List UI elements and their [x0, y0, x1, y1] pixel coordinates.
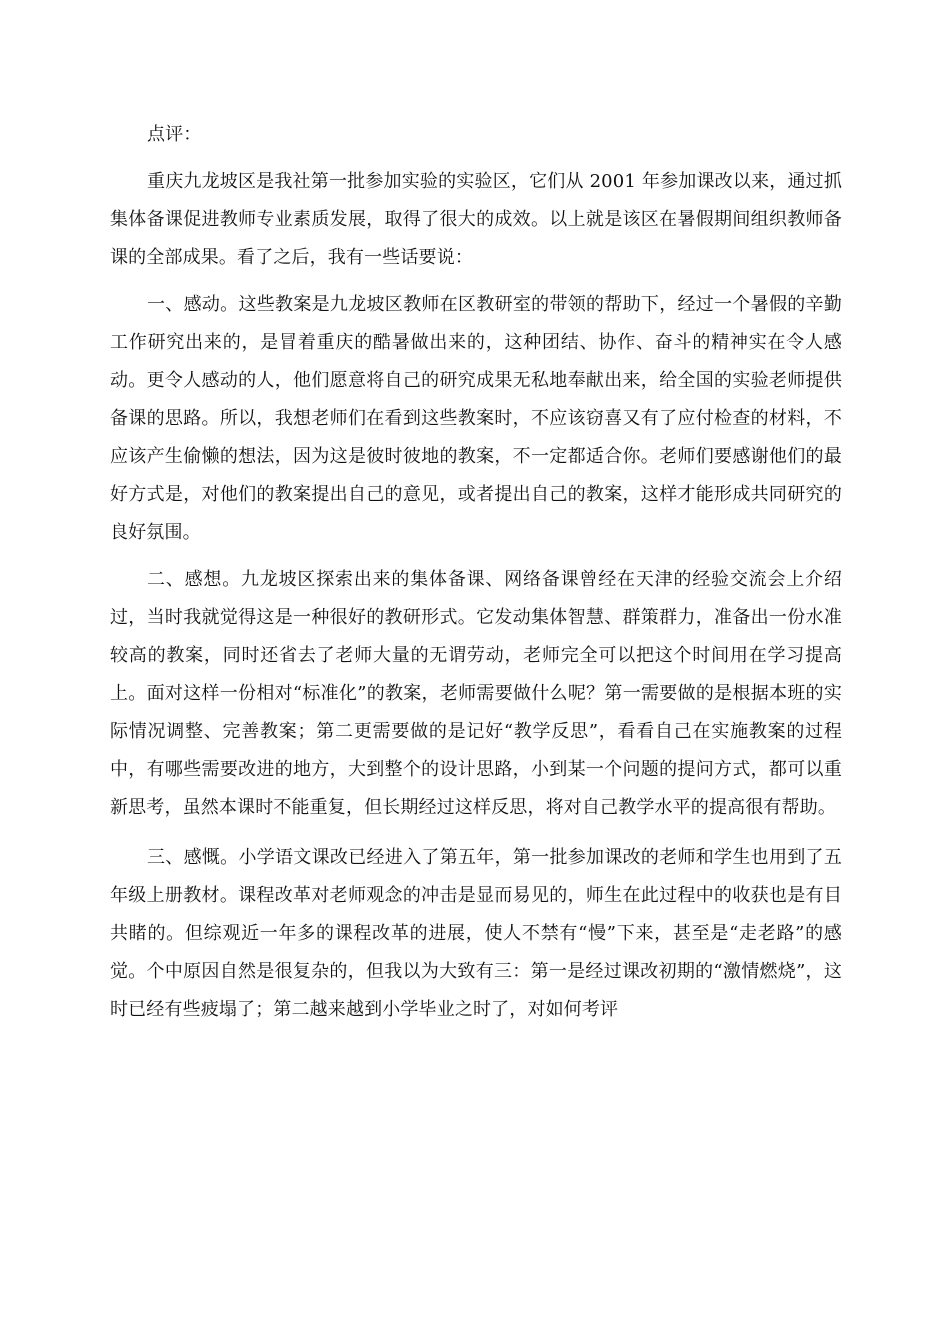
paragraph-moved: 一、感动。这些教案是九龙坡区教师在区教研室的带领的帮助下，经过一个暑假的辛勤工作研究出来的，是冒着重庆的酷暑做出来的，这种团结、协作、奋斗的精神实在令人感动。更令人感动的人，他们愿意将自己的研究成果无私地奉献出来，给全国的实验老师提供备课的思路。所以，我想老师们在看到这些教案时，不应该窃喜又有了应付检查的材料，不应该产生偷懒的想法，因为这是彼时彼地的教案，不一定都适合你。老师们要感谢他们的最好方式是，对他们的教案提出自己的意见，或者提出自己的教案，这样才能形成共同研究的良好氛围。 — [110, 294, 842, 543]
paragraph-thoughts: 二、感想。九龙坡区探索出来的集体备课、网络备课曾经在天津的经验交流会上介绍过，当时我就觉得这是一种很好的教研形式。它发动集体智慧、群策群力，准备出一份水准较高的教案，同时还省去了老师大量的无谓劳动，老师完全可以把这个时间用在学习提高上。面对这样一份相对“标准化”的教案，老师需要做什么呢？第一需要做的是根据本班的实际情况调整、完善教案；第二更需要做的是记好“教学反思”，看看自己在实施教案的过程中，有哪些需要改进的地方，大到整个的设计思路，小到某一个问题的提问方式，都可以重新思考，虽然本课时不能重复，但长期经过这样反思，将对自己教学水平的提高很有帮助。 — [110, 569, 842, 818]
paragraph-reflection: 三、感慨。小学语文课改已经进入了第五年，第一批参加课改的老师和学生也用到了五年级上册教材。课程改革对老师观念的冲击是显而易见的，师生在此过程中的收获也是有目共睹的。但综观近一年多的课程改革的进展，使人不禁有“慢”下来，甚至是“走老路”的感觉。个中原因自然是很复杂的，但我以为大致有三：第一是经过课改初期的“激情燃烧”，这时已经有些疲塌了；第二越来越到小学毕业之时了，对如何考评 — [110, 847, 842, 1020]
review-heading: 点评： — [147, 124, 202, 145]
paragraph-intro: 重庆九龙坡区是我社第一批参加实验的实验区，它们从 2001 年参加课改以来，通过抓集体备课促进教师专业素质发展，取得了很大的成效。以上就是该区在暑假期间组织教师备课的全部成果。看了之后，我有一些话要说： — [110, 171, 842, 268]
document-body — [110, 116, 842, 1029]
